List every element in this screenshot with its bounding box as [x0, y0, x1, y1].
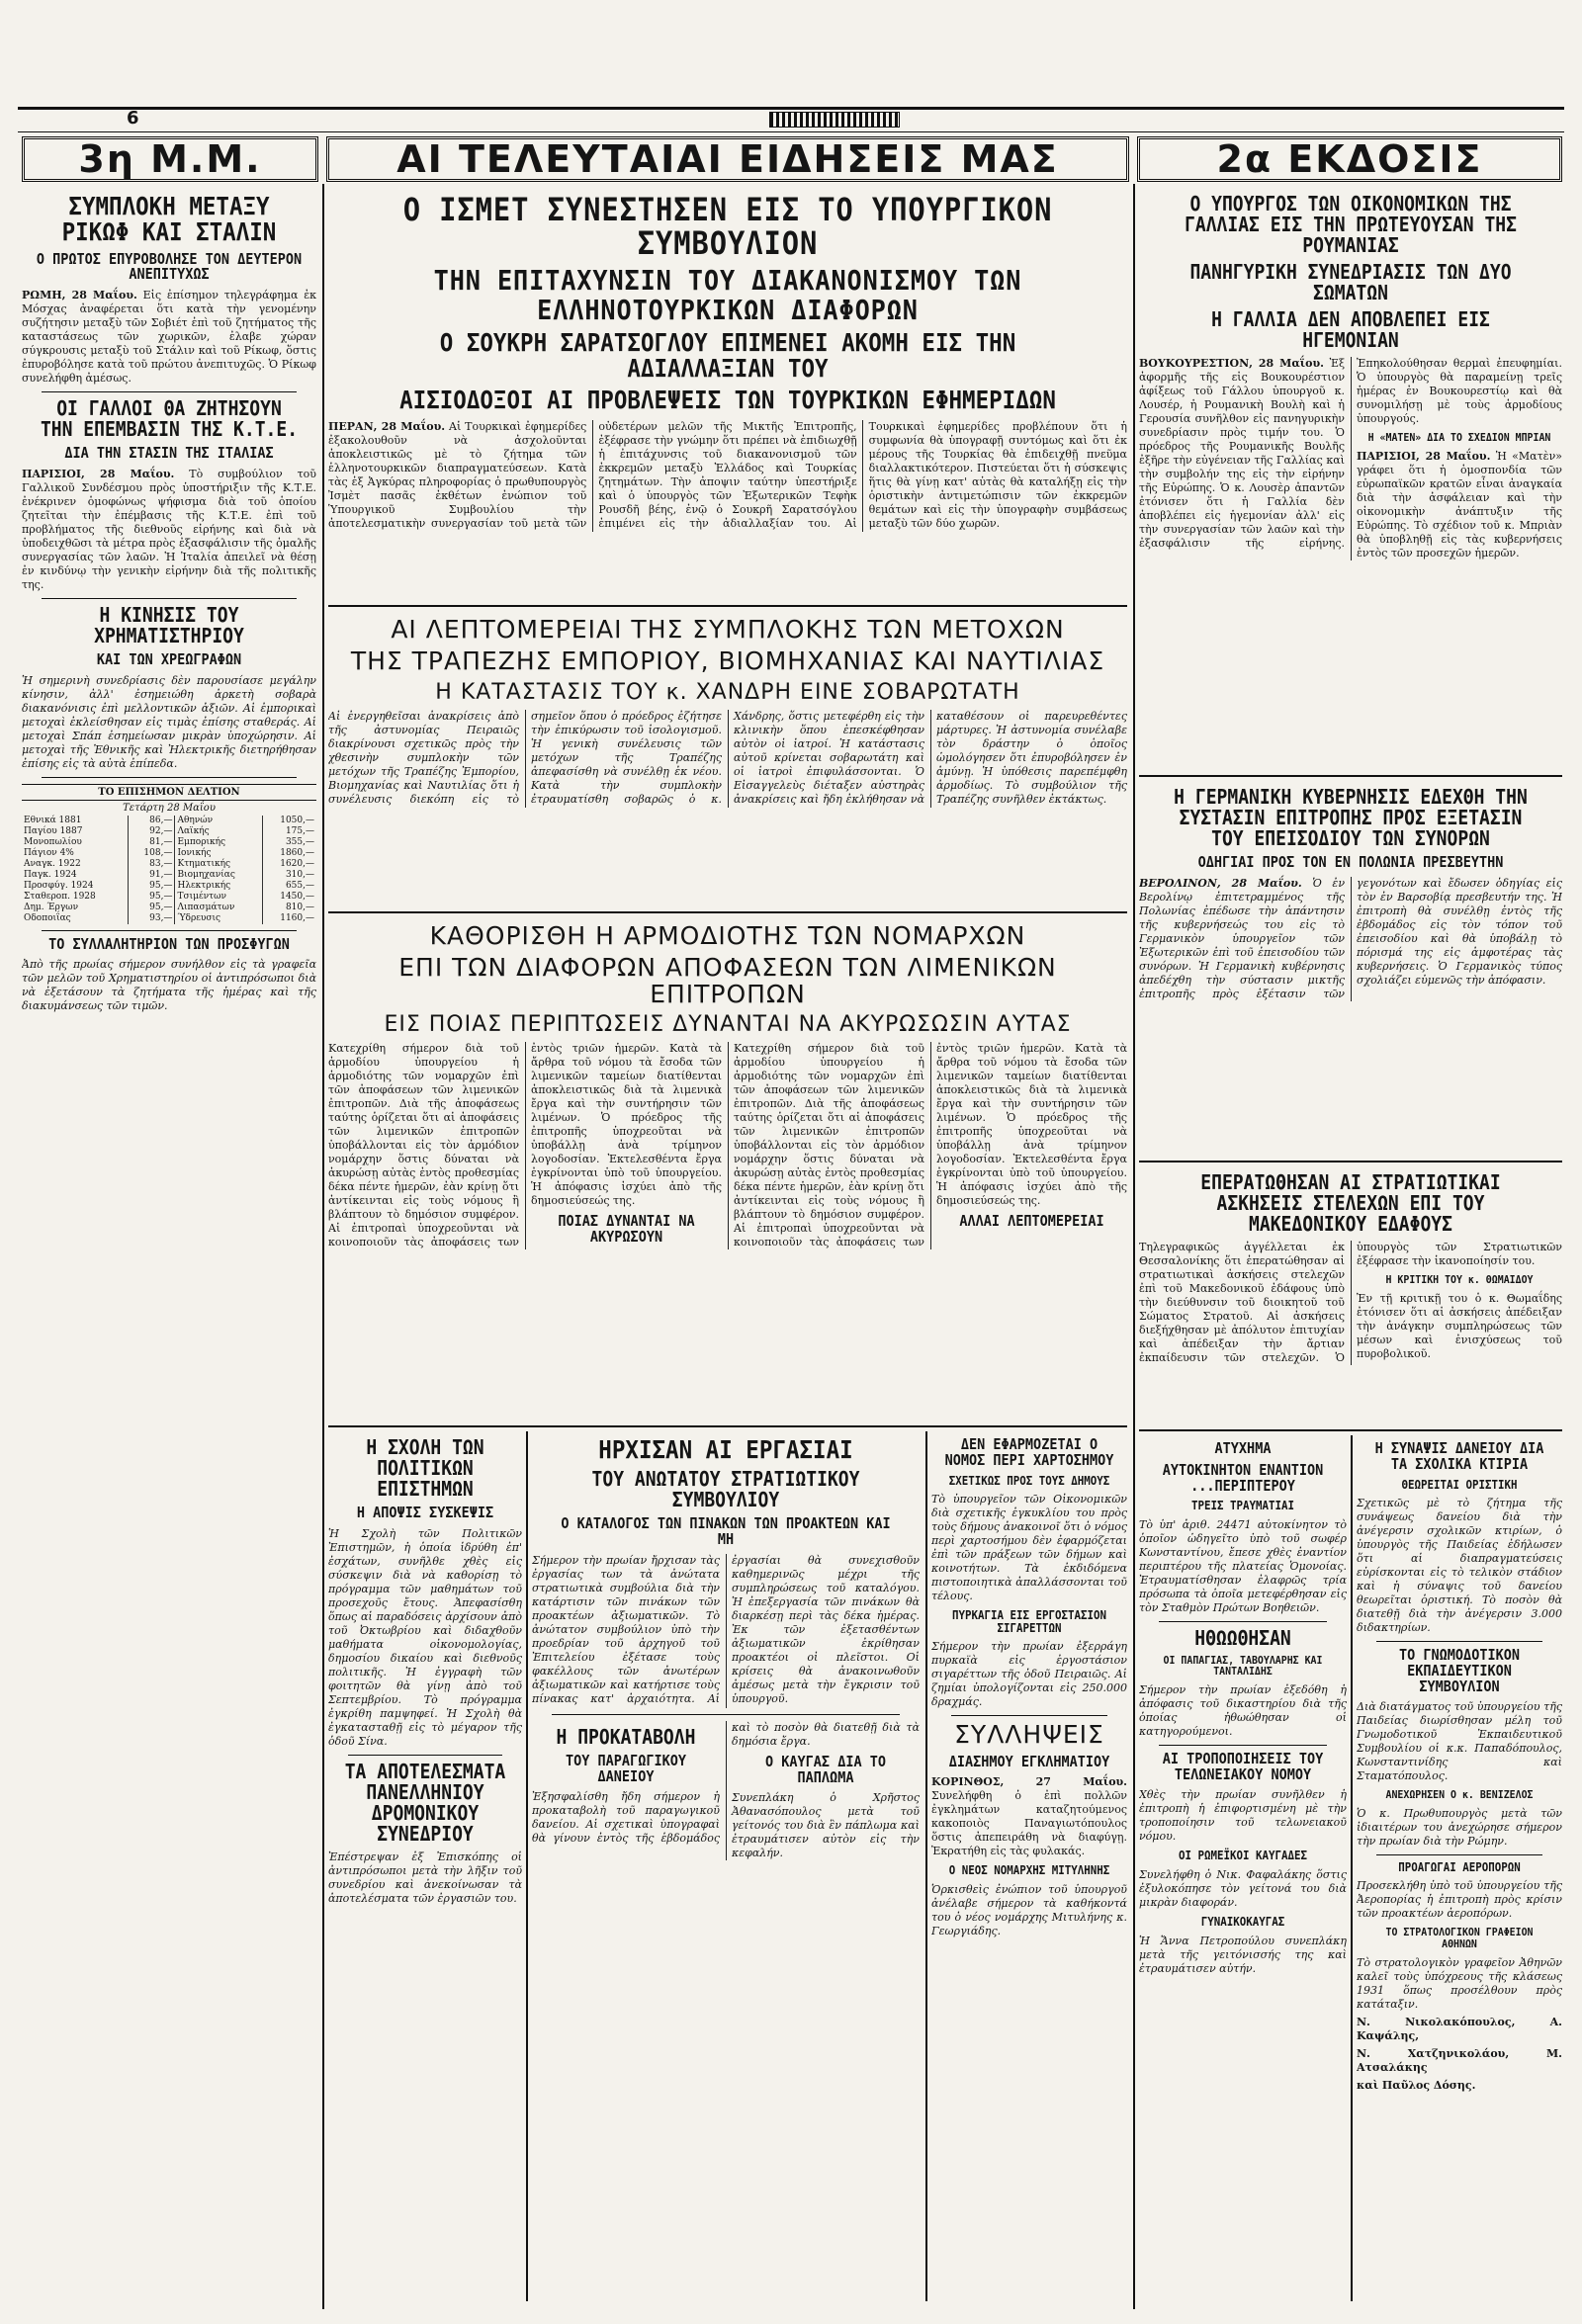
article-text: Κατεχρίθη σήμερον διὰ τοῦ ἀρμοδίου ὑπουργείου ἡ ἁρμοδιότης τῶν νομαρχῶν ἐπὶ τῶν ἀποφάσεων τῶν λιμενικῶν ἐπιτροπῶν. Διὰ τῆς ἀποφάσεως ταύτης ὁρίζεται ὅτι αἱ ἀποφάσεις τῶν λιμενικῶν ἐπιτροπῶν ὑποβάλλονται εἰς τὸν ἀρμόδιον νομάρχην ὅστις δύναται νὰ ἀκυρώσῃ αὐτὰς ἐντὸς προθεσμίας δέκα πέντε ἡμερῶν, ἐὰν κρίνῃ ὅτι ἀντίκεινται εἰς τοὺς νόμους ἢ βλάπτουν τὸ δημόσιον συμφέρον. Αἱ ἐπιτροπαὶ ὑποχρεοῦνται νὰ κοινοποιοῦν τὰς ἀποφάσεις των ἐντὸς τριῶν ἡμερῶν. Κατὰ τὰ ἄρθρα τοῦ νόμου τὰ ἔσοδα τῶν λιμενικῶν ταμείων διατίθενται ἀποκλειστικῶς διὰ τὰ λιμενικὰ ἔργα καὶ τὴν συντήρησιν τῶν λιμένων. Ὁ πρόεδρος τῆς ἐπιτροπῆς ὑποχρεοῦται νὰ ὑποβάλλῃ ἀνὰ τρίμηνον λογοδοσίαν. Ἐκτελεσθέντα ἔργα ἐγκρίνονται ὑπὸ τοῦ ὑπουργείου. Ἡ ἀπόφασις ἰσχύει ἀπὸ τῆς δημοσιεύσεώς της.	[734, 1041, 1127, 1248]
divider	[42, 930, 297, 931]
market-bulletin-date: Τετάρτη 28 Μαΐου	[123, 802, 216, 814]
headline: Η ΓΕΡΜΑΝΙΚΗ ΚΥΒΕΡΝΗΣΙΣ ΕΔΕΧΘΗ ΤΗΝ ΣΥΣΤΑΣΙΝ ΕΠΙΤΡΟΠΗΣ ΠΡΟΣ ΕΞΕΤΑΣΙΝ ΤΟΥ ΕΠΕΙΣΟΔΙΟΥ ΤΩΝ ΣΥΝΟΡΩΝ	[1174, 785, 1528, 850]
divider	[328, 1425, 1127, 1427]
column-rule	[1133, 184, 1135, 2309]
article-text: Τὸ συμβούλιον τοῦ Γαλλικοῦ Συνδέσμου πρὸς ὑποστήριξιν τῆς Κ.Τ.Ε. ἐνέκρινεν ὁμοφώνως ψήφισμα διὰ τοῦ ὁποίου ζητεῖται τὴν ἐπέμβασις τῆς Κ.Τ.Ε. ἐπὶ τοῦ προβλήματος τῆς διεθνοῦς εἰρήνης καὶ διὰ νὰ ὑποδειχθῶσι τὰ μέτρα πρὸς ἐξασφάλισιν τῆς ὁμαλῆς συνεργασίας τῶν λαῶν. Ἡ Ἰταλία ἀπειλεῖ νὰ θέσῃ ἐν κινδύνῳ τὴν γενικὴν εἰρήνην διὰ τῆς πολιτικῆς της.	[22, 467, 316, 591]
subheadline: Η ΑΠΟΨΙΣ ΣΥΣΚΕΨΙΣ	[356, 1504, 494, 1521]
article-text: Τὸ ὑπουργεῖον τῶν Οἰκονομικῶν διὰ σχετικῆς ἐγκυκλίου του πρὸς τοὺς δήμους ἀνακοινοῖ ὅτι ὁ νόμος περὶ χαρτοσήμου δὲν ἐφαρμόζεται ἐπὶ τῶν πράξεων τῶν δήμων καὶ κοινοτήτων. Τὰ ἐκδιδόμενα πιστοποιητικὰ ἀπαλλάσσονται τοῦ τέλους.	[931, 1493, 1127, 1603]
subheadline: Ο ΚΑΤΑΛΟΓΟΣ ΤΩΝ ΠΙΝΑΚΩΝ ΤΩΝ ΠΡΟΑΚΤΕΩΝ ΚΑΙ ΜΗ	[561, 1514, 891, 1548]
divider	[42, 598, 297, 599]
market-row	[22, 913, 316, 924]
headline: ΗΘΩΩΘΗΣΑΝ	[1194, 1625, 1291, 1650]
headline: Ο ΚΑΥΓΑΣ ΔΙΑ ΤΟ ΠΑΠΛΩΜΑ	[765, 1752, 886, 1786]
subheadline: ΚΑΙ ΤΩΝ ΧΡΕΩΓΡΑΦΩΝ	[96, 649, 242, 668]
lead-headline-3: Ο ΣΟΥΚΡΗ ΣΑΡΑΤΣΟΓΛΟΥ ΕΠΙΜΕΝΕΙ ΑΚΟΜΗ ΕΙΣ ΤΗΝ ΑΔΙΑΛΛΑΞΙΑΝ ΤΟΥ	[439, 327, 1016, 384]
stamp-law-story	[931, 1431, 1127, 2301]
subheadline: Η ΚΡΙΤΙΚΗ ΤΟΥ κ. ΘΩΜΑΙΔΟΥ	[1385, 1273, 1534, 1286]
market-cell: Εμπορικής	[175, 837, 262, 848]
divider	[552, 1714, 900, 1715]
kicker: ΑΤΥΧΗΜΑ	[1214, 1439, 1272, 1457]
headline-2: ΠΑΝΗΓΥΡΙΚΗ ΣΥΝΕΔΡΙΑΣΙΣ ΤΩΝ ΔΥΟ ΣΩΜΑΤΩΝ	[1189, 260, 1512, 304]
headline: ΤΟ ΣΤΡΑΤΟΛΟΓΙΚΟΝ ΓΡΑΦΕΙΟΝ ΑΘΗΝΩΝ	[1385, 1926, 1534, 1951]
article-text: Τὸ στρατολογικὸν γραφεῖον Ἀθηνῶν καλεῖ τοὺς ὑπόχρεους τῆς κλάσεως 1931 ὅπως προσέλθουν πρὸς κατάταξιν.	[1357, 1955, 1562, 2011]
dateline: ΡΩΜΗ, 28 Μαΐου.	[22, 289, 137, 301]
article-text: Ὁρκισθεὶς ἐνώπιον τοῦ ὑπουργοῦ ἀνέλαβε σήμερον τὰ καθήκοντά του ὁ νέος νομάρχης Μιτυλήνης κ. Γεωργιάδης.	[931, 1882, 1127, 1937]
headline: ΗΡΧΙΣΑΝ ΑΙ ΕΡΓΑΣΙΑΙ	[598, 1435, 853, 1464]
masthead-ornament	[769, 112, 900, 128]
headline: Ο ΥΠΟΥΡΓΟΣ ΤΩΝ ΟΙΚΟΝΟΜΙΚΩΝ ΤΗΣ ΓΑΛΛΙΑΣ ΕΙΣ ΤΗΝ ΠΡΩΤΕΥΟΥΣΑΝ ΤΗΣ ΡΟΥΜΑΝΙΑΣ	[1185, 192, 1517, 257]
headline: ΟΙ ΡΩΜΕΪΚΟΙ ΚΑΥΓΑΔΕΣ	[1178, 1849, 1308, 1863]
market-cell: Τσιμέντων	[175, 892, 262, 903]
market-cell: 1160,—	[262, 913, 316, 924]
divider	[1159, 1621, 1327, 1622]
military-exercises-story	[1139, 1166, 1562, 1425]
market-cell: 92,—	[129, 826, 175, 837]
article-text: Ὁ ἐν Βερολίνῳ ἐπιτετραμμένος τῆς Πολωνίας ἐπέδωσε τὴν ἀπάντησιν τῆς κυβερνήσεώς του εἰς τὸ Γερμανικὸν ὑπουργεῖον τῶν Ἐξωτερικῶν ἐπὶ τοῦ ἐπεισοδίου τῶν συνόρων. Ἡ Γερμανικὴ κυβέρνησις ἀπεδέχθη τὴν σύστασιν μικτῆς ἐπιτροπῆς πρὸς ἐξέτασιν τῶν γεγονότων καὶ ἔδωσεν ὁδηγίας εἰς τὸν ἐν Βαρσοβίᾳ πρεσβευτήν της. Ἡ ἐπιτροπὴ θὰ συνέλθῃ ἐντὸς τῆς ἑβδομάδος εἰς τὸν τόπον τοῦ ἐπεισοδίου καὶ θὰ ὑποβάλῃ τὸ πόρισμά της εἰς ἀμφοτέρας τὰς κυβερνήσεις. Ὁ Γερμανικὸς τύπος σχολιάζει εὐμενῶς τὴν ἀπόφασιν.	[1139, 876, 1562, 1000]
subheadline: ΔΙΑ ΤΗΝ ΣΤΑΣΙΝ ΤΗΣ ΙΤΑΛΙΑΣ	[64, 444, 274, 462]
dateline: ΠΑΡΙΣΙΟΙ, 28 Μαΐου.	[1357, 449, 1491, 463]
market-cell: 355,—	[262, 837, 316, 848]
headline: Η ΣΥΝΑΨΙΣ ΔΑΝΕΙΟΥ ΔΙΑ ΤΑ ΣΧΟΛΙΚΑ ΚΤΙΡΙΑ	[1374, 1439, 1544, 1473]
signature-line: καὶ Παῦλος Δόσης.	[1357, 2078, 1476, 2092]
article-text: Ἡ Σχολὴ τῶν Πολιτικῶν Ἐπιστημῶν, ἡ ὁποία ἱδρύθη ἐπ' ἐσχάτων, συνῆλθε χθὲς εἰς σύσκεψιν διὰ νὰ καθορίσῃ τὸ πρόγραμμα τῶν μαθημάτων τοῦ προσεχοῦς ἔτους. Ἀπεφασίσθη ὅπως αἱ παραδόσεις ἀρχίσουν ἀπὸ τοῦ Ὀκτωβρίου καὶ διδαχθοῦν μαθήματα οἰκονομολογίας, δημοσίου δικαίου καὶ διεθνοῦς πολιτικῆς. Ἡ ἐγγραφὴ τῶν φοιτητῶν θὰ γίνῃ ἀπὸ τοῦ Σεπτεμβρίου. Τὸ πρόγραμμα ἐγκρίθη παμψηφεί. Ἡ Σχολὴ θὰ ἐγκατασταθῇ εἰς τὸ μέγαρον τῆς ὁδοῦ Σίνα.	[328, 1526, 522, 1748]
headline: ΤΟ ΓΝΩΜΟΔΟΤΙΚΟΝ ΕΚΠΑΙΔΕΥΤΙΚΟΝ ΣΥΜΒΟΥΛΙΟΝ	[1399, 1646, 1520, 1695]
market-cell: 310,—	[262, 870, 316, 881]
headline: ΓΥΝΑΙΚΟΚΑΥΓΑΣ	[1200, 1915, 1285, 1930]
dateline: ΠΕΡΑΝ, 28 Μαΐου.	[328, 419, 446, 433]
bank-story	[328, 611, 1127, 907]
article-text: Τὸ ὑπ' ἀριθ. 24471 αὐτοκίνητον τὸ ὁποῖον ὡδηγεῖτο ὑπὸ τοῦ σωφέρ Κωνσταντίνου, ἔπεσε χθὲς ἐναντίον περιπτέρου τῆς πλατείας Ὁμονοίας. Ἐτραυματίσθησαν ἐλαφρῶς τρία πρόσωπα τὰ ὁποῖα μετεφέρθησαν εἰς τὸν Σταθμὸν Πρώτων Βοηθειῶν.	[1139, 1517, 1347, 1614]
top-rule	[18, 107, 1564, 132]
column-rule	[1351, 1435, 1353, 2301]
market-cell: Λαϊκής	[175, 826, 262, 837]
car-accident-story	[1139, 1435, 1347, 2301]
band-second-edition: 2α ΕΚΔΟΣΙΣ	[1137, 136, 1562, 182]
headline: ΑΙ ΤΡΟΠΟΠΟΙΗΣΕΙΣ ΤΟΥ ΤΕΛΩΝΕΙΑΚΟΥ ΝΟΜΟΥ	[1162, 1749, 1324, 1783]
signature-line: Ν. Νικολακόπουλος, Α. Καψάλης,	[1357, 2015, 1562, 2042]
article-text: Συνελήφθη ὁ Νικ. Φαφαλάκης ὅστις ἐξυλοκόπησε τὸν γείτονά του διὰ μικρὰν διαφοράν.	[1139, 1868, 1347, 1910]
divider	[1376, 1641, 1542, 1642]
dateline: ΒΟΥΚΟΥΡΕΣΤΙΟΝ, 28 Μαΐου.	[1139, 357, 1324, 370]
dateline: ΒΕΡΟΛΙΝΟΝ, 28 Μαΐου.	[1139, 876, 1302, 890]
divider	[328, 911, 1127, 913]
article-text: Ἐν τῇ κριτικῇ του ὁ κ. Θωμαΐδης ἐτόνισεν ὅτι αἱ ἀσκήσεις ἀπέδειξαν τὴν ἀνάγκην συμπληρώσεως τῶν μέσων καὶ ἐνισχύσεως τοῦ πυροβολικοῦ.	[1357, 1291, 1562, 1360]
divider	[42, 777, 297, 778]
subheadline: ΑΛΛΑΙ ΛΕΠΤΟΜΕΡΕΙΑΙ	[959, 1211, 1104, 1230]
market-cell: Αναγκ. 1922	[24, 858, 81, 869]
market-cell: Ιονικής	[175, 848, 262, 859]
market-row	[22, 816, 316, 826]
headline-2: ΤΟΥ ΑΝΩΤΑΤΟΥ ΣΤΡΑΤΙΩΤΙΚΟΥ ΣΥΜΒΟΥΛΙΟΥ	[591, 1467, 860, 1512]
divider	[1376, 1854, 1542, 1855]
market-cell: Οδοποιΐας	[24, 912, 71, 923]
headline: ΠΡΟΑΓΩΓΑΙ ΑΕΡΟΠΟΡΩΝ	[1398, 1859, 1521, 1874]
band-afternoon: 3η Μ.Μ.	[22, 136, 318, 182]
market-cell: Εθνικά 1881	[24, 815, 82, 825]
market-cell: Λιπασμάτων	[175, 903, 262, 913]
article-text: Σήμερον τὴν πρωίαν ἐξεδόθη ἡ ἀπόφασις τοῦ δικαστηρίου διὰ τῆς ὁποίας ἠθωώθησαν οἱ κατηγορούμενοι.	[1139, 1682, 1347, 1738]
headline: ΑΝΕΧΩΡΗΣΕΝ Ο κ. ΒΕΝΙΖΕΛΟΣ	[1385, 1788, 1534, 1802]
signature-line: Ν. Χατζηνικολάου, Μ. Ατσαλάκης	[1357, 2046, 1562, 2074]
article-text: Κατεχρίθη σήμερον διὰ τοῦ ἀρμοδίου ὑπουργείου ἡ ἁρμοδιότης τῶν νομαρχῶν ἐπὶ τῶν ἀποφάσεων τῶν λιμενικῶν ἐπιτροπῶν. Διὰ τῆς ἀποφάσεως ταύτης ὁρίζεται ὅτι αἱ ἀποφάσεις τῶν λιμενικῶν ἐπιτροπῶν ὑποβάλλονται εἰς τὸν ἀρμόδιον νομάρχην ὅστις δύναται νὰ ἀκυρώσῃ αὐτὰς ἐντὸς προθεσμίας δέκα πέντε ἡμερῶν, ἐὰν κρίνῃ ὅτι ἀντίκεινται εἰς τοὺς νόμους ἢ βλάπτουν τὸ δημόσιον συμφέρον. Αἱ ἐπιτροπαὶ ὑποχρεοῦνται νὰ κοινοποιοῦν τὰς ἀποφάσεις των ἐντὸς τριῶν ἡμερῶν. Κατὰ τὰ ἄρθρα τοῦ νόμου τὰ ἔσοδα τῶν λιμενικῶν ταμείων διατίθενται ἀποκλειστικῶς διὰ τὰ λιμενικὰ ἔργα καὶ τὴν συντήρησιν τῶν λιμένων. Ὁ πρόεδρος τῆς ἐπιτροπῆς ὑποχρεοῦται νὰ ὑποβάλλῃ ἀνὰ τρίμηνον λογοδοσίαν. Ἐκτελεσθέντα ἔργα ἐγκρίνονται ὑπὸ τοῦ ὑπουργείου. Ἡ ἀπόφασις ἰσχύει ἀπὸ τῆς δημοσιεύσεώς της.	[328, 1041, 722, 1248]
column-rule	[925, 1431, 927, 2301]
article-text: Σήμερον τὴν πρωίαν ἐξερράγη πυρκαϊὰ εἰς ἐργοστάσιον σιγαρέττων τῆς ὁδοῦ Πειραιῶς. Αἱ ζημίαι ὑπολογίζονται εἰς 250.000 δραχμάς.	[931, 1640, 1127, 1709]
lead-story	[328, 188, 1127, 603]
headline: ΣΥΜΠΛΟΚΗ ΜΕΤΑΞΥ ΡΙΚΩΦ ΚΑΙ ΣΤΑΛΙΝ	[61, 192, 277, 247]
article-text: Σχετικῶς μὲ τὸ ζήτημα τῆς συνάψεως δανείου διὰ τὴν ἀνέγερσιν σχολικῶν κτιρίων, ὁ ὑπουργὸς τῆς Παιδείας ἐδήλωσεν ὅτι αἱ διαπραγματεύσεις εὑρίσκονται εἰς τὸ τελικὸν στάδιον καὶ ἡ σύναψις τοῦ δανείου θεωρεῖται ὁριστική. Τὸ ποσὸν θὰ διατεθῇ διὰ τὴν ἀνέγερσιν 3.000 διδακτηρίων.	[1357, 1497, 1562, 1635]
prefects-story	[328, 917, 1127, 1421]
market-cell: 108,—	[129, 848, 175, 859]
market-row	[22, 903, 316, 913]
headline: ΔΕΝ ΕΦΑΡΜΟΖΕΤΑΙ Ο ΝΟΜΟΣ ΠΕΡΙ ΧΑΡΤΟΣΗΜΟΥ	[944, 1435, 1114, 1469]
article-text: Χθὲς τὴν πρωίαν συνῆλθεν ἡ ἐπιτροπὴ ἡ ἐπιφορτισμένη μὲ τὴν τροποποίησιν τοῦ τελωνειακοῦ νόμου.	[1139, 1788, 1347, 1844]
subheadline: ΣΧΕΤΙΚΩΣ ΠΡΟΣ ΤΟΥΣ ΔΗΜΟΥΣ	[948, 1473, 1110, 1488]
market-cell: 95,—	[129, 903, 175, 913]
market-cell: Ύδρευσις	[175, 913, 262, 924]
article-text: Συνελήφθη ὁ ἐπὶ πολλῶν ἐγκλημάτων καταζητούμενος κακοποιὸς Παναγιωτόπουλος ὅστις ἀπεπειράθη νὰ διαφύγῃ. Ἐκρατήθη εἰς τὰς φυλακάς.	[931, 1789, 1127, 1858]
market-bulletin-title: ΤΟ ΕΠΙΣΗΜΟΝ ΔΕΛΤΙΟΝ	[22, 784, 316, 801]
market-cell: Μονοπωλίου	[24, 836, 82, 847]
headline: ΑΥΤΟΚΙΝΗΤΟΝ ΕΝΑΝΤΙΟΝ ...ΠΕΡΙΠΤΕΡΟΥ	[1162, 1460, 1324, 1495]
school-loan-story	[1357, 1435, 1562, 2301]
headline: ΚΑΘΟΡΙΣΘΗ Η ΑΡΜΟΔΙΟΤΗΣ ΤΩΝ ΝΟΜΑΡΧΩΝ	[429, 921, 1026, 950]
market-row	[22, 848, 316, 859]
column-rule	[526, 1431, 528, 2301]
market-row	[22, 881, 316, 892]
market-cell: Σταθεροπ. 1928	[24, 891, 96, 902]
subheadline: ΔΙΑΣΗΜΟΥ ΕΓΚΛΗΜΑΤΙΟΥ	[948, 1752, 1110, 1770]
germany-border-story	[1139, 781, 1562, 1157]
article-text: Ἐξ ἀφορμῆς τῆς εἰς Βουκουρέστιον ἀφίξεως τοῦ Γάλλου ὑπουργοῦ κ. Λουσέρ, ἡ Ρουμανικὴ Βουλὴ καὶ ἡ Γερουσία συνῆλθον εἰς πανηγυρικὴν συνεδρίασιν πρὸς τιμήν του. Ὁ πρόεδρος τῆς Ρουμανικῆς Βουλῆς ἐξῆρε τὴν εὐγένειαν τῆς Γαλλίας καὶ τὴν συμβολήν της εἰς τὴν εἰρήνην τῆς Εὐρώπης. Ὁ κ. Λουσὲρ ἀπαντῶν ἐτόνισεν ὅτι ἡ Γαλλία δὲν ἀποβλέπει εἰς ἡγεμονίαν ἀλλ' εἰς τὴν συνεργασίαν τῶν λαῶν καὶ τὴν ἐξασφάλισιν τῆς εἰρήνης. Ἐπηκολούθησαν θερμαὶ ἐπευφημίαι. Ὁ ὑπουργὸς θὰ παραμείνῃ τρεῖς ἡμέρας ἐν Βουκουρεστίῳ καὶ θὰ συνομιλήσῃ μὲ τοὺς ἁρμοδίους ὑπουργούς.	[1139, 357, 1562, 550]
market-table	[22, 816, 316, 924]
article-text: Προσεκλήθη ὑπὸ τοῦ ὑπουργείου τῆς Ἀεροπορίας ἡ ἐπιτροπὴ πρὸς κρίσιν τῶν προακτέων ἀεροπόρων.	[1357, 1879, 1562, 1921]
market-cell: 95,—	[129, 881, 175, 892]
subheadline: ΘΕΩΡΕΙΤΑΙ ΟΡΙΣΤΙΚΗ	[1401, 1477, 1518, 1492]
market-cell: 655,—	[262, 881, 316, 892]
subheadline: ΤΟΥ ΠΑΡΑΓΩΓΙΚΟΥ ΔΑΝΕΙΟΥ	[566, 1751, 686, 1785]
market-cell: Βιομηχανίας	[175, 870, 262, 881]
subheadline: ΤΡΕΙΣ ΤΡΑΥΜΑΤΙΑΙ	[1190, 1499, 1295, 1513]
article-text: Αἱ Τουρκικαὶ ἐφημερίδες ἐξακολουθοῦν νὰ ἀσχολοῦνται ἀποκλειστικῶς μὲ τὸ ζήτημα τῶν ἑλληνοτουρκικῶν διαπραγματεύσεων. Κατὰ τὰς ἐξ Ἀγκύρας πληροφορίας ὁ πρωθυπουργὸς Ἰσμὲτ πασᾶς ἐκθέτων ἐνώπιον τοῦ Ὑπουργικοῦ Συμβουλίου τὴν ἀποτελεσματικὴν συνεργασίαν τοῦ μετὰ τῶν οὐδετέρων μελῶν τῆς Μικτῆς Ἐπιτροπῆς, ἐξέφρασε τὴν γνώμην ὅτι πρέπει νὰ ἐπιδιωχθῇ ἡ ἐπιτάχυνσις τοῦ διακανονισμοῦ τῶν ἐκκρεμῶν μεταξὺ Ἑλλάδος καὶ Τουρκίας ζητημάτων. Τὴν ἀποψιν ταύτην ὑπεστήριξε καὶ ὁ ὑπουργὸς τῶν Ἐξωτερικῶν Τεφὴκ Ρουσδῆ βέης, ἐνῷ ὁ Σουκρῆ Σαρατσόγλου ἐπιμένει εἰς τὴν ἀδιαλλαξίαν του. Αἱ Τουρκικαὶ ἐφημερίδες προβλέπουν ὅτι ἡ συμφωνία θὰ ὑπογραφῇ συντόμως καὶ ὅτι ἐκ μέρους τῆς Τουρκίας θὰ ἐπιδειχθῇ πνεῦμα διαλλακτικότερον. Πιστεύεται ὅτι ἡ σύσκεψις ἥτις θὰ γίνῃ κατ' αὐτὰς θὰ καταλήξῃ εἰς τὴν ὁριστικὴν ἀντιμετώπισιν τῶν ἐκκρεμῶν θεμάτων καὶ εἰς τὴν ὑπογραφὴν συμβάσεως μεταξὺ τῶν δύο χωρῶν.	[328, 419, 1127, 530]
france-minister-story	[1139, 188, 1562, 771]
headline: Ο ΝΕΟΣ ΝΟΜΑΡΧΗΣ ΜΙΤΥΛΗΝΗΣ	[948, 1863, 1110, 1878]
market-row	[22, 859, 316, 870]
headline: ΕΠΕΡΑΤΩΘΗΣΑΝ ΑΙ ΣΤΡΑΤΙΩΤΙΚΑΙ ΑΣΚΗΣΕΙΣ ΣΤΕΛΕΧΩΝ ΕΠΙ ΤΟΥ ΜΑΚΕΔΟΝΙΚΟΥ ΕΔΑΦΟΥΣ	[1200, 1170, 1501, 1236]
market-cell: Δημ. Έργων	[24, 902, 79, 912]
headline-2: ΤΗΣ ΤΡΑΠΕΖΗΣ ΕΜΠΟΡΙΟΥ, ΒΙΟΜΗΧΑΝΙΑΣ ΚΑΙ ΝΑΥΤΙΛΙΑΣ	[350, 646, 1105, 676]
divider	[42, 391, 297, 392]
market-cell: 1620,—	[262, 859, 316, 870]
divider	[1139, 1161, 1562, 1162]
market-cell: 1450,—	[262, 892, 316, 903]
left-column	[22, 188, 316, 2303]
headline-3: Η ΚΑΤΑΣΤΑΣΙΣ ΤΟΥ κ. ΧΑΝΔΡΗ ΕΙΝΕ ΣΟΒΑΡΩΤΑΤΗ	[435, 679, 1020, 705]
market-cell: Παγίου 1887	[24, 825, 83, 836]
divider	[951, 1715, 1107, 1716]
divider	[1139, 775, 1562, 777]
subheadline: ΠΟΙΑΣ ΔΥΝΑΝΤΑΙ ΝΑ ΑΚΥΡΩΣΟΥΝ	[558, 1211, 695, 1246]
market-row	[22, 826, 316, 837]
headline-2: ΕΠΙ ΤΩΝ ΔΙΑΦΟΡΩΝ ΑΠΟΦΑΣΕΩΝ ΤΩΝ ΛΙΜΕΝΙΚΩΝ ΕΠΙΤΡΟΠΩΝ	[398, 953, 1057, 1008]
market-cell: 83,—	[129, 859, 175, 870]
market-cell: 93,—	[129, 913, 175, 924]
market-cell: 86,—	[129, 816, 175, 826]
subheadline: ΟΙ ΠΑΠΑΓΙΑΣ, ΤΑΒΟΥΛΑΡΗΣ ΚΑΙ ΤΑΝΤΑΛΙΔΗΣ	[1163, 1653, 1323, 1678]
band-latest-news: ΑΙ ΤΕΛΕΥΤΑΙΑΙ ΕΙΔΗΣΕΙΣ ΜΑΣ	[326, 136, 1129, 182]
market-cell: 175,—	[262, 826, 316, 837]
article-text: Εἰς ἐπίσημον τηλεγράφημα ἐκ Μόσχας ἀναφέρεται ὅτι κατὰ τὴν γενομένην συζήτησιν μεταξὺ τῶν Σοβιέτ ἐπὶ τοῦ ζητήματος τῆς καταστάσεως τῶν χωρικῶν, ἐλαβε χώραν σύγκρουσις μεταξὺ τοῦ Στάλιν καὶ τοῦ Ρίκωφ, ὅστις ἐπυροβόλησε κατὰ τοῦ πρώτου ἀνεπιτυχῶς. Ὁ Ρίκωφ συνελήφθη ἀμέσως.	[22, 289, 316, 385]
headline-3: Η ΓΑΛΛΙΑ ΔΕΝ ΑΠΟΒΛΕΠΕΙ ΕΙΣ ΗΓΕΜΟΝΙΑΝ	[1211, 307, 1490, 352]
dateline: ΚΟΡΙΝΘΟΣ, 27 Μαΐου.	[931, 1775, 1127, 1789]
market-cell: 810,—	[262, 903, 316, 913]
divider	[1139, 1429, 1562, 1431]
headline: Η ΣΧΟΛΗ ΤΩΝ ΠΟΛΙΤΙΚΩΝ ΕΠΙΣΤΗΜΩΝ	[366, 1435, 484, 1501]
subheadline: Η «ΜΑΤΕΝ» ΔΙΑ ΤΟ ΣΧΕΔΙΟΝ ΜΠΡΙΑΝ	[1367, 431, 1551, 444]
market-cell: 1860,—	[262, 848, 316, 859]
market-cell: 81,—	[129, 837, 175, 848]
article-text: Ἡ Ἄννα Πετροπούλου συνεπλάκη μετὰ τῆς γειτόνισσής της καὶ ἐτραυμάτισεν αὐτήν.	[1139, 1934, 1347, 1975]
divider	[348, 1755, 502, 1756]
headline: ΠΥΡΚΑΓΙΑ ΕΙΣ ΕΡΓΟΣΤΑΣΙΟΝ ΣΙΓΑΡΕΤΤΩΝ	[951, 1608, 1107, 1635]
headline: ΑΙ ΛΕΠΤΟΜΕΡΕΙΑΙ ΤΗΣ ΣΥΜΠΛΟΚΗΣ ΤΩΝ ΜΕΤΟΧΩΝ	[391, 615, 1065, 644]
market-cell: 1050,—	[262, 816, 316, 826]
article-text: Σήμερον τὴν πρωίαν ἤρχισαν τὰς ἐργασίας των τὰ ἀνώτατα στρατιωτικὰ συμβούλια διὰ τὴν κατάρτισιν τῶν πινάκων τῶν προακτέων ἀξιωματικῶν. Τὸ ἀνώτατον συμβούλιον ὑπὸ τὴν προεδρίαν τοῦ ἀρχηγοῦ τοῦ Ἐπιτελείου ἐξέτασε τοὺς φακέλλους τῶν ἀνωτέρων ἀξιωματικῶν καὶ κατήρτισε τοὺς πίνακας κατ' ἀρχαιότητα. Αἱ ἐργασίαι θὰ συνεχισθοῦν καθημερινῶς μέχρι τῆς συμπληρώσεως τοῦ καταλόγου. Ἡ ἐπεξεργασία τῶν πινάκων θὰ διαρκέσῃ περὶ τὰς δέκα ἡμέρας. Ἐκ τῶν ἐξετασθέντων ἀξιωματικῶν ἐκρίθησαν προακτέοι οἱ πλεῖστοι. Οἱ κρίσεις θὰ ἀνακοινωθοῦν ἀμέσως μετὰ τὴν ἔγκρισιν τοῦ ὑπουργοῦ.	[532, 1553, 920, 1705]
headline: Η ΚΙΝΗΣΙΣ ΤΟΥ ΧΡΗΜΑΤΙΣΤΗΡΙΟΥ	[94, 602, 244, 647]
article-text: Διὰ διατάγματος τοῦ ὑπουργείου τῆς Παιδείας διωρίσθησαν μέλη τοῦ Γνωμοδοτικοῦ Ἐκπαιδευτικοῦ Συμβουλίου οἱ κ.κ. Παπαδόπουλος, Κωνσταντινίδης καὶ Σταματόπουλος.	[1357, 1700, 1562, 1783]
headline: ΟΙ ΓΑΛΛΟΙ ΘΑ ΖΗΤΗΣΟΥΝ ΤΗΝ ΕΠΕΜΒΑΣΙΝ ΤΗΣ Κ.Τ.Ε.	[40, 396, 299, 441]
military-council-story	[532, 1431, 920, 2301]
divider	[328, 605, 1127, 607]
market-cell: 95,—	[129, 892, 175, 903]
page-number: 6	[127, 108, 139, 129]
headline: Η ΠΡΟΚΑΤΑΒΟΛΗ	[556, 1724, 696, 1749]
market-cell: Ηλεκτρικής	[175, 881, 262, 892]
article-text: Αἱ ἐνεργηθεῖσαι ἀνακρίσεις ἀπὸ τῆς ἀστυνομίας Πειραιῶς διακρίνουσι σχετικῶς πρὸς τὴν χθεσινὴν συμπλοκὴν τῶν μετόχων τῆς Τραπέζης Ἐμπορίου, Βιομηχανίας καὶ Ναυτιλίας ὅτι ἡ συνέλευσις διεκόπη εἰς τὸ σημεῖον ὅπου ὁ πρόεδρος ἐζήτησε τὴν ἐπικύρωσιν τοῦ ἰσολογισμοῦ. Ἡ γενικὴ συνέλευσις τῶν μετόχων τῆς Τραπέζης ἀπεφασίσθη νὰ συνέλθῃ ἐκ νέου. Κατὰ τὴν συμπλοκὴν ἐτραυματίσθη σοβαρῶς ὁ κ. Χάνδρης, ὅστις μετεφέρθη εἰς τὴν κλινικὴν ὅπου ἐπεσκέφθησαν αὐτὸν οἱ ἰατροί. Ἡ κατάστασις αὐτοῦ κρίνεται σοβαρωτάτη καὶ οἱ ἰατροὶ ἐπιφυλάσσονται. Ὁ Εἰσαγγελεὺς διέταξεν αὐστηρὰς ἀνακρίσεις καὶ ἤδη ἐκλήθησαν νὰ καταθέσουν οἱ παρευρεθέντες μάρτυρες. Ἡ ἀστυνομία συνέλαβε τὸν δράστην ὁ ὁποῖος ὡμολόγησεν ὅτι ἐπυροβόλησεν ἐν ἀμύνῃ. Ἡ ὑπόθεσις παρεπέμφθη ἀρμοδίως. Τὸ συμβούλιον τῆς Τραπέζης συνῆλθεν ἐκτάκτως.	[328, 709, 1127, 806]
headline-3: ΕΙΣ ΠΟΙΑΣ ΠΕΡΙΠΤΩΣΕΙΣ ΔΥΝΑΝΤΑΙ ΝΑ ΑΚΥΡΩΣΩΣΙΝ ΑΥΤΑΣ	[384, 1011, 1072, 1037]
subheadline: Ο ΠΡΩΤΟΣ ΕΠΥΡΟΒΟΛΗΣΕ ΤΟΝ ΔΕΥΤΕΡΟΝ ΑΝΕΠΙΤΥΧΩΣ	[36, 249, 303, 284]
article-text: Ἡ «Ματὲν» γράφει ὅτι ἡ ὁμοσπονδία τῶν εὐρωπαϊκῶν κρατῶν εἶναι ἀναγκαία διὰ τὴν ἀσφάλειαν καὶ τὴν οἰκονομικὴν ἀνάπτυξιν τῆς Εὐρώπης. Τὸ σχέδιον τοῦ κ. Μπριὰν θὰ ὑποβληθῇ εἰς τὰς κυβερνήσεις ἐντὸς τῶν προσεχῶν ἡμερῶν.	[1357, 449, 1562, 559]
article-text: Ἐξησφαλίσθη ἤδη σήμερον ἡ προκαταβολὴ τοῦ παραγωγικοῦ δανείου. Αἱ σχετικαὶ ὑπογραφαὶ θὰ γίνουν ἐντὸς τῆς ἑβδομάδος καὶ τὸ ποσὸν θὰ διατεθῇ διὰ τὰ δημόσια ἔργα.	[532, 1720, 920, 1846]
market-cell: Πάγιον 4%	[24, 847, 74, 858]
school-story	[328, 1431, 522, 2301]
article-text: Τηλεγραφικῶς ἀγγέλλεται ἐκ Θεσσαλονίκης ὅτι ἐπερατώθησαν αἱ στρατιωτικαὶ ἀσκήσεις στελεχῶν ἐπὶ τοῦ Μακεδονικοῦ ἐδάφους ὑπὸ τὴν διεύθυνσιν τοῦ διοικητοῦ τοῦ Σώματος Στρατοῦ. Αἱ ἀσκήσεις διεξήχθησαν μὲ ἀπόλυτον ἐπιτυχίαν καὶ ἀπέδειξαν τὴν ἄρτιαν ἐκπαίδευσιν τῶν στελεχῶν. Ὁ ὑπουργὸς τῶν Στρατιωτικῶν ἐξέφρασε τὴν ἱκανοποίησίν του.	[1139, 1241, 1562, 1364]
article-text: Ἡ σημερινὴ συνεδρίασις δὲν παρουσίασε μεγάλην κίνησιν, ἀλλ' ἐσημειώθη ἀρκετὴ σοβαρὰ διακανόνισις ἐπὶ μελλοντικῶν ἀξιῶν. Αἱ ἐμπορικαὶ μετοχαὶ ἐκλείσθησαν εἰς τιμὰς ἐπίσης σταθεράς. Αἱ μετοχαὶ Σπάπ ἐσημείωσαν μικρὰν ὑποχώρησιν. Αἱ μετοχαὶ τῆς Ἐθνικῆς καὶ Ἠλεκτρικῆς διετηρήθησαν ἐπίσης εἰς τὰ αὐτὰ ἐπίπεδα.	[22, 673, 316, 770]
headline: ΣΥΛΛΗΨΕΙΣ	[954, 1720, 1104, 1750]
lead-headline-4: ΑΙΣΙΟΔΟΞΟΙ ΑΙ ΠΡΟΒΛΕΨΕΙΣ ΤΩΝ ΤΟΥΡΚΙΚΩΝ ΕΦΗΜΕΡΙΔΩΝ	[399, 386, 1056, 415]
market-row	[22, 837, 316, 848]
column-rule	[322, 184, 324, 2309]
dateline: ΠΑΡΙΣΙΟΙ, 28 Μαΐου.	[22, 467, 175, 480]
headline: ΤΑ ΑΠΟΤΕΛΕΣΜΑΤΑ ΠΑΝΕΛΛΗΝΙΟΥ ΔΡΟΜΟΝΙΚΟΥ ΣΥΝΕΔΡΙΟΥ	[344, 1759, 506, 1846]
lead-headline: Ο ΙΣΜΕΤ ΣΥΝΕΣΤΗΣΕΝ ΕΙΣ ΤΟ ΥΠΟΥΡΓΙΚΟΝ ΣΥΜΒΟΥΛΙΟΝ	[402, 191, 1053, 262]
headline: ΤΟ ΣΥΛΛΑΛΗΤΗΡΙΟΝ ΤΩΝ ΠΡΟΣΦΥΓΩΝ	[48, 934, 290, 953]
market-cell: Προσφύγ. 1924	[24, 880, 94, 891]
article-text: Ἐπέστρεψαν ἐξ Ἐπισκόπης οἱ ἀντιπρόσωποι μετὰ τὴν λῆξιν τοῦ συνεδρίου καὶ ἀνεκοίνωσαν τὰ ἀποτελέσματα τῶν ἐργασιῶν του.	[328, 1850, 522, 1905]
market-cell: Παγκ. 1924	[24, 869, 77, 880]
market-cell: Αθηνών	[175, 816, 262, 826]
divider	[1159, 1745, 1327, 1746]
market-row	[22, 870, 316, 881]
lead-headline-2: ΤΗΝ ΕΠΙΤΑΧΥΝΣΙΝ ΤΟΥ ΔΙΑΚΑΝΟΝΙΣΜΟΥ ΤΩΝ ΕΛΛΗΝΟΤΟΥΡΚΙΚΩΝ ΔΙΑΦΟΡΩΝ	[433, 264, 1022, 326]
market-cell: 91,—	[129, 870, 175, 881]
subheadline: ΟΔΗΓΙΑΙ ΠΡΟΣ ΤΟΝ ΕΝ ΠΟΛΩΝΙΑ ΠΡΕΣΒΕΥΤΗΝ	[1197, 853, 1504, 871]
article-text: Συνεπλάκη ὁ Χρῆστος Ἀθανασόπουλος μετὰ τοῦ γείτονός του διὰ ἓν πάπλωμα καὶ ἐτραυμάτισεν αὐτὸν εἰς τὴν κεφαλήν.	[732, 1791, 920, 1860]
market-row	[22, 892, 316, 903]
article-text: Ὁ κ. Πρωθυπουργὸς μετὰ τῶν ἰδιαιτέρων του ἀνεχώρησε σήμερον τὴν πρωίαν διὰ τὴν Ρώμην.	[1357, 1806, 1562, 1848]
article-text: Ἀπὸ τῆς πρωίας σήμερον συνήλθον εἰς τὰ γραφεῖα τῶν μελῶν τοῦ Χρηματιστηρίου οἱ ἀντιπρόσωποι διὰ νὰ ἐξετάσουν τὰ ζητήματα τῆς ἡμέρας καὶ τῆς διακυμάνσεως τῶν τιμῶν.	[22, 958, 316, 1013]
market-cell: Κτηματικής	[175, 859, 262, 870]
